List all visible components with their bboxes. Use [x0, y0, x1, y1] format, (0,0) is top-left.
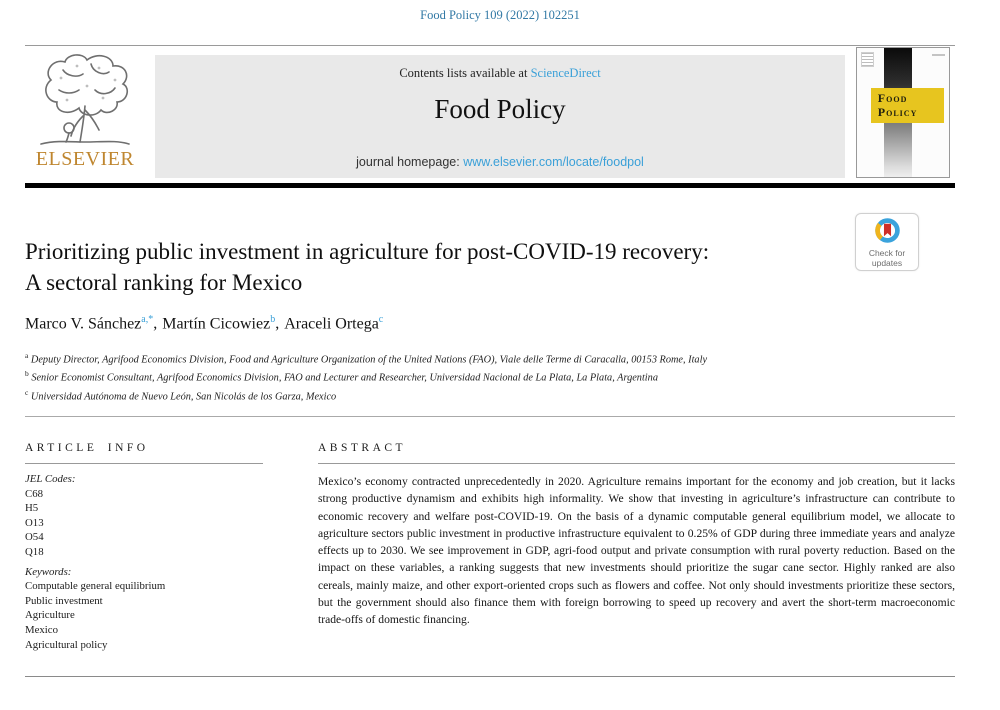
journal-title: Food Policy — [434, 94, 566, 124]
header-body-divider — [25, 416, 955, 417]
cover-title-line2: Policy — [877, 104, 918, 119]
keyword: Computable general equilibrium — [25, 580, 166, 593]
journal-citation-link[interactable]: Food Policy 109 (2022) 102251 — [420, 8, 580, 22]
affiliation-line: $^a$ Deputy Director, Agrifood Economics Division, Food and Agriculture Organization of the United Nations (FAO), Viale delle Terme di Caracalla, 00153 Rome, Italy — [25, 351, 708, 366]
keyword: Agricultural policy — [25, 638, 108, 651]
masthead-black-bar — [25, 183, 955, 188]
check-for-updates-label: Check for updates — [868, 248, 906, 268]
article-info-rule — [25, 463, 263, 464]
jel-code: O54 — [25, 531, 44, 544]
author-affil-sup: a,* — [141, 314, 154, 325]
keyword: Public investment — [25, 594, 103, 607]
article-title-line1: Prioritizing public investment in agriculture for post-COVID-19 recovery: — [25, 239, 710, 264]
cover-title-banner — [871, 88, 945, 123]
elsevier-logo — [25, 50, 145, 178]
keyword: Agriculture — [25, 609, 75, 622]
abstract-text: Mexico’s economy contracted unprecedentedly in 2020. Agriculture remains important for the economy and job creation, but it lacks strong productive dynamism and exhibits high informality. We show that investing in agriculture’s infrastructure can contribute to economic recovery and welfare post-COVID-19. On the basis of a dynamic computable general equilibrium model, we allocate to agriculture sectors public investment in productive infrastructure equivalent to 0.25% of GDP during three immediate years and analyze effects up to 2030. We see improvement in GDP, agri-food output and private consumption with rural poverty reduction. Based on the impact on these variables, a ranking suggests that new investments should prioritize the sugar cane sector. Highly ranked are also cereals, mainly maize, and other export-oriented crops such as flowers and coffee. Not only should investments prioritize these sectors, but the government should also finance them with foreign borrowing to speed up recovery and avert the short-term macroeconomic trade-offs of domestic financing. — [318, 475, 955, 627]
homepage-line — [155, 155, 845, 169]
author-list — [25, 314, 383, 333]
affiliation-line: $^b$ Senior Economist Consultant, Agrifood Economics Division, FAO and Lecturer and Researcher, Universidad Nacional de La Plata, La Plata, Argentina — [25, 369, 658, 384]
abstract-column — [318, 442, 955, 629]
check-for-updates-icon — [874, 217, 901, 244]
contents-line — [155, 66, 845, 81]
article-info-heading: ARTICLE INFO — [25, 442, 149, 454]
keywords-label: Keywords: — [25, 565, 72, 578]
author-affil-sup: b — [270, 314, 276, 325]
contents-prefix: Contents lists available at — [399, 66, 531, 80]
author-separator: , — [275, 315, 280, 333]
top-divider — [25, 45, 955, 46]
cover-publisher-stamp — [861, 52, 874, 67]
journal-cover-thumbnail[interactable] — [856, 47, 950, 178]
masthead-box — [155, 55, 845, 178]
elsevier-tree-icon — [33, 50, 137, 150]
author-affil-sup: c — [378, 314, 384, 325]
cover-title-line1: Food — [877, 90, 908, 105]
affiliations — [25, 349, 707, 404]
cover-issue-mark — [932, 54, 945, 56]
author-name: Martín Cicowiez — [162, 315, 271, 333]
affiliation-line: $^c$ Universidad Autónoma de Nuevo León, San Nicolás de los Garza, Mexico — [25, 387, 337, 403]
keyword: Mexico — [25, 623, 58, 636]
article-title-line2: A sectoral ranking for Mexico — [25, 270, 303, 295]
sciencedirect-link[interactable]: ScienceDirect — [530, 66, 601, 80]
jel-code: O13 — [25, 516, 44, 529]
jel-codes-list — [25, 472, 265, 652]
jel-code: C68 — [25, 487, 43, 500]
check-for-updates-badge[interactable] — [855, 213, 919, 271]
homepage-url-link[interactable]: www.elsevier.com/locate/foodpol — [463, 155, 644, 169]
jel-code: Q18 — [25, 545, 44, 558]
abstract-heading: ABSTRACT — [318, 442, 407, 454]
jel-codes-label: JEL Codes: — [25, 473, 76, 485]
author-name: Araceli Ortega — [284, 315, 379, 333]
author-name: Marco V. Sánchez — [25, 315, 142, 333]
footer-divider — [25, 676, 955, 677]
homepage-prefix: journal homepage: — [356, 155, 464, 169]
elsevier-wordmark: ELSEVIER — [35, 148, 135, 170]
jel-code: H5 — [25, 502, 39, 515]
article-title — [25, 236, 709, 298]
article-info-column — [25, 442, 265, 652]
author-separator: , — [153, 315, 158, 333]
abstract-rule — [318, 463, 955, 464]
